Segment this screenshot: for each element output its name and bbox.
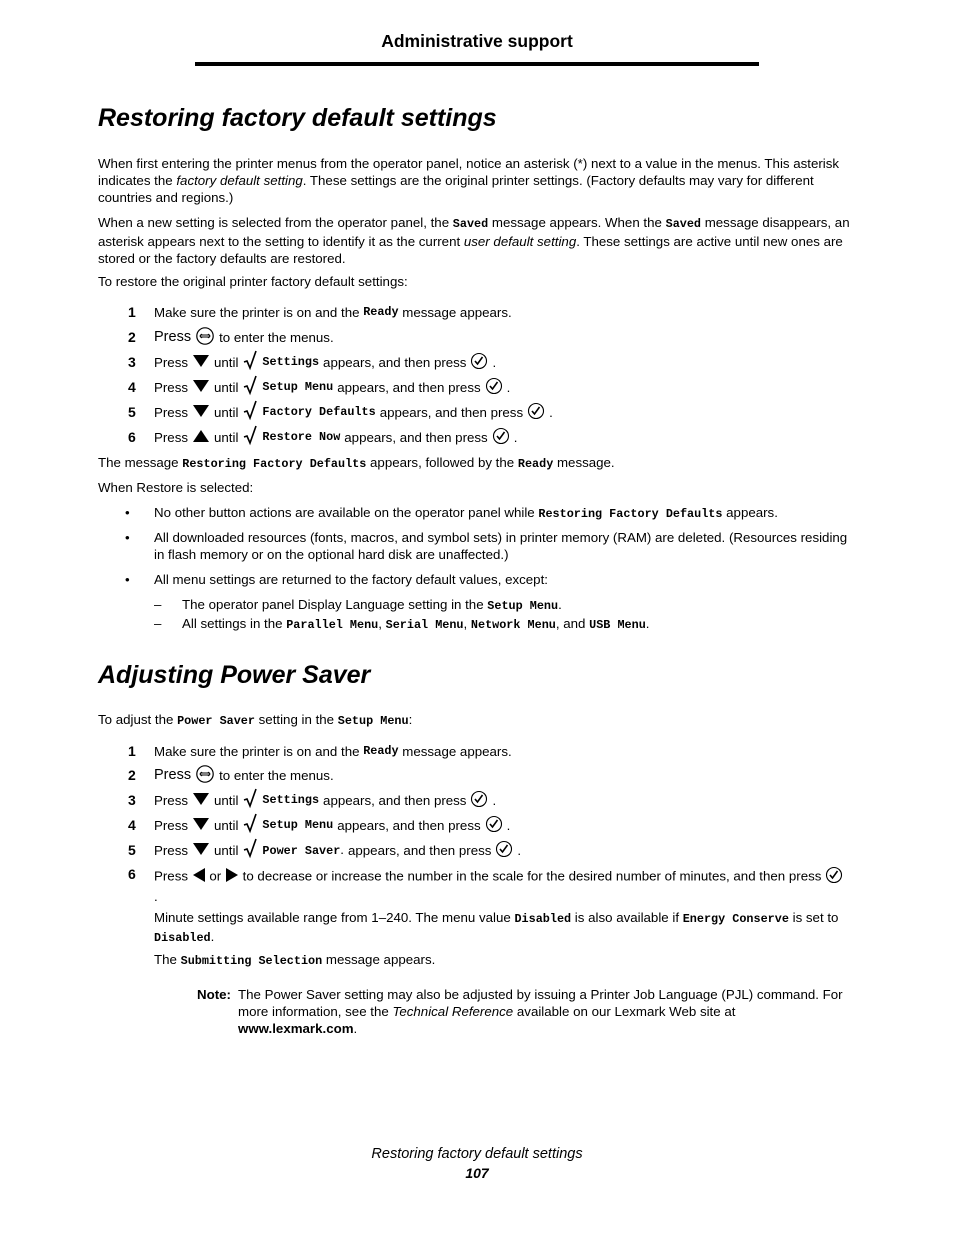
paragraph-intro: When first entering the printer menus from the operator panel, notice an asterisk (*) next to a value in the menus. This asterisk indicates the factory default setting. These settings are the original printer settings. (Factory defaults may vary for different countries and regions.) xyxy=(98,156,840,205)
checkmark-icon xyxy=(242,400,258,425)
step-1: 1 Make sure the printer is on and the Ready message appears. xyxy=(128,743,512,759)
section-title-restoring: Restoring factory default settings xyxy=(98,104,497,132)
step-4: 4 Press until Setup Menu appears, and then press . xyxy=(128,814,848,836)
select-button-icon xyxy=(470,790,488,811)
step-1: 1 Make sure the printer is on and the Ready message appears. xyxy=(128,304,512,320)
paragraph-power-saver-intro: To adjust the Power Saver setting in the Setup Menu: xyxy=(98,712,413,728)
paragraph-submitting: The Submitting Selection message appears. xyxy=(154,952,436,968)
right-arrow-icon xyxy=(225,867,239,887)
down-arrow-icon xyxy=(192,404,210,421)
step-3: 3 Press until Settings appears, and then press . xyxy=(128,789,848,811)
select-button-icon xyxy=(492,427,510,448)
lexmark-link[interactable]: www.lexmark.com xyxy=(238,1021,354,1036)
select-button-icon xyxy=(495,840,513,861)
paragraph-saved: When a new setting is selected from the operator panel, the Saved message appears. When the Saved message disappears, an asterisk appears next to the setting to identify it as the current user default setting. These settings are active until new ones are stored or the factory defaults are restored. xyxy=(98,215,850,266)
down-arrow-icon xyxy=(192,354,210,371)
menu-button-icon xyxy=(195,764,215,787)
note-label: Note: xyxy=(197,987,231,1002)
checkmark-icon xyxy=(242,838,258,863)
step-6: 6 Press or to decrease or increase the number in the scale for the desired number of minutes, and then press . xyxy=(128,866,848,906)
section-title-power-saver: Adjusting Power Saver xyxy=(98,661,371,689)
checkmark-icon xyxy=(242,375,258,400)
down-arrow-icon xyxy=(192,792,210,809)
paragraph-restore-lead: To restore the original printer factory default settings: xyxy=(98,274,408,289)
paragraph-message: The message Restoring Factory Defaults appears, followed by the Ready message. xyxy=(98,455,615,471)
select-button-icon xyxy=(470,352,488,373)
down-arrow-icon xyxy=(192,842,210,859)
step-2: 2 Press to enter the menus. xyxy=(128,764,848,786)
header-rule xyxy=(195,62,759,66)
header-title: Administrative support xyxy=(381,31,573,51)
step-3: 3 Press until Settings appears, and then press . xyxy=(128,351,848,373)
step-5: 5 Press until Factory Defaults appears, and then press . xyxy=(128,401,848,423)
up-arrow-icon xyxy=(192,429,210,446)
step-5: 5 Press until Power Saver. appears, and then press . xyxy=(128,839,848,861)
checkmark-icon xyxy=(242,813,258,838)
select-button-icon xyxy=(485,815,503,836)
down-arrow-icon xyxy=(192,379,210,396)
select-button-icon xyxy=(485,377,503,398)
footer-title: Restoring factory default settings xyxy=(371,1146,583,1162)
step-2: 2 Press to enter the menus. xyxy=(128,326,848,348)
left-arrow-icon xyxy=(192,867,206,887)
paragraph-when-restore: When Restore is selected: xyxy=(98,480,254,495)
select-button-icon xyxy=(527,402,545,423)
step-4: 4 Press until Setup Menu appears, and then press . xyxy=(128,376,848,398)
page-number: 107 xyxy=(465,1165,489,1181)
checkmark-icon xyxy=(242,788,258,813)
paragraph-minute-settings: Minute settings available range from 1–240. The menu value Disabled is also available if Energy Conserve is set to Disabled. xyxy=(154,910,839,945)
step-6: 6 Press until Restore Now appears, and then press . xyxy=(128,426,848,448)
menu-button-icon xyxy=(195,326,215,349)
checkmark-icon xyxy=(242,425,258,450)
down-arrow-icon xyxy=(192,817,210,834)
checkmark-icon xyxy=(242,350,258,375)
select-button-icon xyxy=(825,866,843,888)
